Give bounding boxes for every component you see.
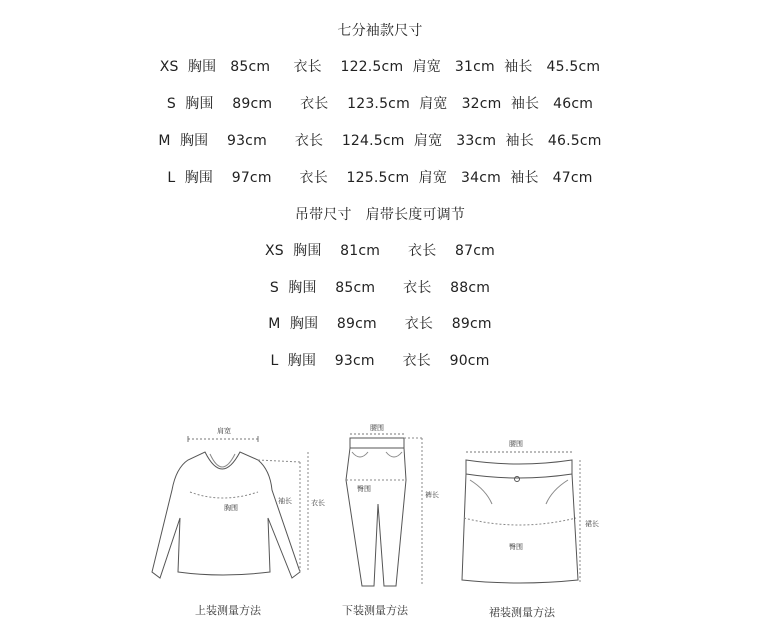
sleeve-row-m: M 胸围 93cm 衣长 124.5cm 肩宽 33cm 袖长 46.5cm xyxy=(158,133,602,149)
skirt-outline xyxy=(462,474,578,583)
skirt-waist-label: 腰围 xyxy=(509,440,523,448)
pants-waist-label: 腰围 xyxy=(370,424,384,432)
sleeve-row-xs: XS 胸围 85cm 衣长 122.5cm 肩宽 31cm 袖长 45.5cm xyxy=(159,59,601,75)
top-chest-label: 胸围 xyxy=(224,504,238,512)
pants-caption: 下装测量方法 xyxy=(342,604,408,617)
top-caption: 上装测量方法 xyxy=(195,604,261,617)
sleeve-section-title: 七分袖款尺寸 xyxy=(337,23,423,39)
skirt-caption: 裙装测量方法 xyxy=(489,606,555,619)
sleeve-row-l: L 胸围 97cm 衣长 125.5cm 肩宽 34cm 袖长 47cm xyxy=(167,170,593,186)
strap-row-s: S 胸围 85cm 衣长 88cm xyxy=(269,280,491,296)
pants-hip-label: 臀围 xyxy=(357,485,371,493)
top-shoulder-label: 肩宽 xyxy=(217,427,231,435)
skirt-diagram xyxy=(462,452,580,583)
pants-outline xyxy=(346,448,406,586)
skirt-hip-measure xyxy=(464,518,576,525)
top-outline xyxy=(152,452,300,578)
skirt-button xyxy=(515,477,520,482)
strap-row-l: L 胸围 93cm 衣长 90cm xyxy=(270,353,490,369)
sleeve-row-s: S 胸围 89cm 衣长 123.5cm 肩宽 32cm 袖长 46cm xyxy=(166,96,594,112)
strap-section-title: 吊带尺寸 肩带长度可调节 xyxy=(294,207,466,223)
top-sleeve-label: 袖长 xyxy=(278,497,292,505)
skirt-length-label: 裙长 xyxy=(585,520,599,528)
top-chest-measure xyxy=(190,492,258,498)
strap-row-xs: XS 胸围 81cm 衣长 87cm xyxy=(265,243,495,259)
measurement-diagrams xyxy=(0,400,760,622)
pants-diagram xyxy=(346,434,422,586)
measurement-diagrams-svg xyxy=(0,400,760,622)
skirt-hip-label: 臀围 xyxy=(509,543,523,551)
pants-length-label: 裤长 xyxy=(425,491,439,499)
top-length-label: 衣长 xyxy=(311,499,325,507)
strap-row-m: M 胸围 89cm 衣长 89cm xyxy=(268,316,492,332)
pants-waistband xyxy=(350,438,404,448)
skirt-waistband xyxy=(466,460,572,478)
